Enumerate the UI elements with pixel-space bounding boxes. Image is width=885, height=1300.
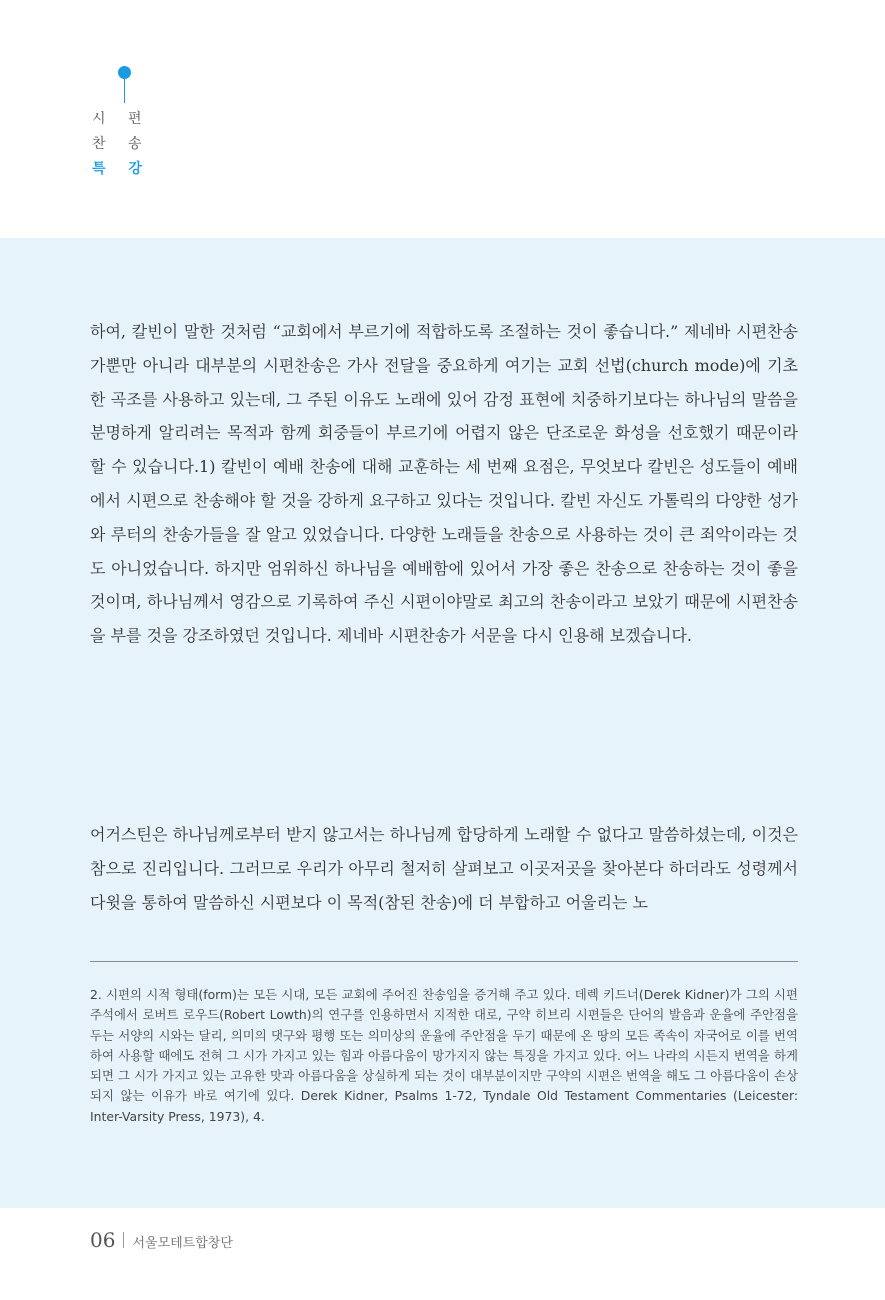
section-label-row3: 특 강 — [92, 161, 151, 177]
body-paragraph-1: 하여, 칼빈이 말한 것처럼 “교회에서 부르기에 적합하도록 조절하는 것이 좋습니다.” 제네바 시편찬송가뿐만 아니라 대부분의 시편찬송은 가사 전달을 중요하게 여기는 교회 선법(church mode)에 기초한 곡조를 사용하고 있는데, 그 주된 이유도 노래에 있어 감정 표현에 치중하기보다는 하나님의 말씀을 분명하게 알리려는 목적과 함께 회중들이 부르기에 어렵지 않은 단조로운 화성을 선호했기 때문이라 할 수 있습니다.1) 칼빈이 예배 찬송에 대해 교훈하는 세 번째 요점은, 무엇보다 칼빈은 성도들이 예배에서 시편으로 찬송해야 할 것을 강하게 요구하고 있다는 것입니다. 칼빈 자신도 가톨릭의 다양한 성가와 루터의 찬송가들을 잘 알고 있었습니다. 다양한 노래들을 찬송으로 사용하는 것이 큰 죄악이라는 것도 아니었습니다. 하지만 엄위하신 하나님을 예배함에 있어서 가장 좋은 찬송으로 찬송하는 것이 좋을 것이며, 하나님께서 영감으로 기록하여 주신 시편이야말로 최고의 찬송이라고 보았기 때문에 시편찬송을 부를 것을 강조하였던 것입니다. 제네바 시편찬송가 서문을 다시 인용해 보겠습니다. — [90, 322, 798, 646]
publication-title: 서울모테트합창단 — [132, 1236, 233, 1251]
section-label-row2: 찬 송 — [92, 136, 151, 152]
vertical-line-decoration — [124, 79, 125, 103]
section-label-row1: 시 편 — [92, 111, 151, 127]
bullet-dot-icon — [118, 66, 131, 79]
footer-separator — [123, 1232, 124, 1248]
footnote: 2. 시편의 시적 형태(form)는 모든 시대, 모든 교회에 주어진 찬송임을 증거해 주고 있다. 데렉 키드너(Derek Kidner)가 그의 시편 주석에서 로버트 로우드(Robert Lowth)의 연구를 인용하면서 지적한 대로, 구약 히브리 시편들은 단어의 발음과 운율에 주안점을 두는 서양의 시와는 달리, 의미의 댓구와 평행 또는 의미상의 운율에 주안점을 두기 때문에 온 땅의 모든 족속이 자국어로 이를 번역하여 사용할 때에도 전혀 그 시가 가지고 있는 힘과 아름다움이 망가지지 않는 특징을 가지고 있다. 어느 나라의 시든지 번역을 하게 되면 그 시가 가지고 있는 고유한 맛과 아름다움을 상실하게 되는 것이 대부분이지만 구약의 시편은 번역을 해도 그 아름다움이 손상되지 않는 이유가 바로 여기에 있다. Derek Kidner, Psalms 1-72, Tyndale Old Testament Commentaries (Leicester: Inter-Varsity Press, 1973), 4. — [90, 987, 798, 1124]
page-footer — [90, 1228, 233, 1252]
footnote-divider — [90, 961, 798, 962]
page-number: 06 — [90, 1228, 116, 1252]
page-header — [0, 0, 885, 238]
body-paragraph-2: 어거스틴은 하나님께로부터 받지 않고서는 하나님께 합당하게 노래할 수 없다고 말씀하셨는데, 이것은 참으로 진리입니다. 그러므로 우리가 아무리 철저히 살펴보고 이곳저곳을 찾아본다 하더라도 성령께서 다윗을 통하여 말씀하신 시편보다 이 목적(참된 찬송)에 더 부합하고 어울리는 노 — [90, 825, 798, 912]
